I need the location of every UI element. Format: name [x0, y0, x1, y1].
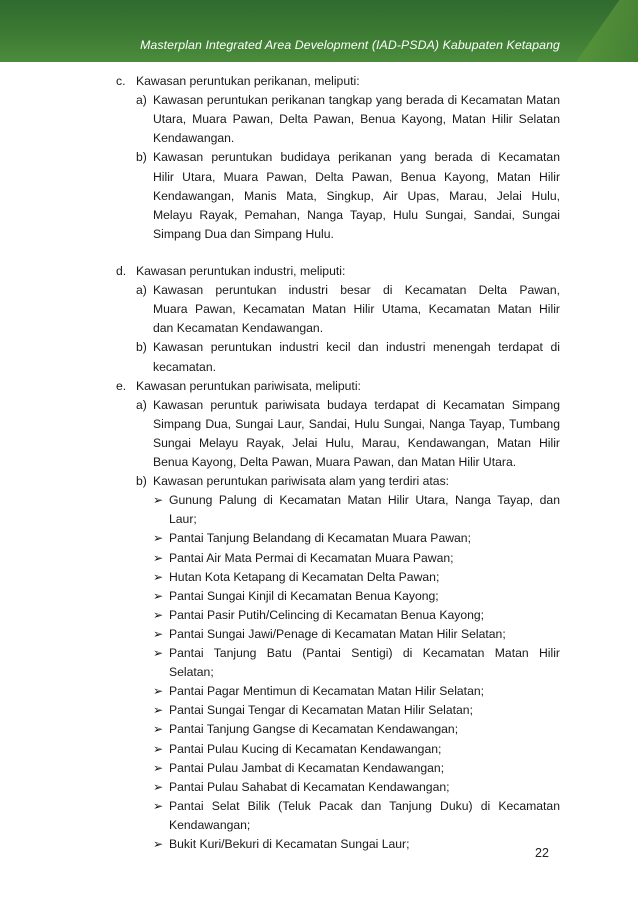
section-marker: d.: [116, 264, 127, 279]
arrow-bullet-icon: ➢: [153, 760, 164, 775]
bullet-text-line: Pantai Tanjung Batu (Pantai Sentigi) di Kecamatan Matan Hilir: [169, 646, 560, 661]
bullet-text-line: Pantai Air Mata Permai di Kecamatan Muara Pawan;: [169, 550, 454, 565]
bullet-text-line: Pantai Pagar Mentimun di Kecamatan Matan Hilir Selatan;: [169, 684, 485, 699]
header-decoration: [576, 0, 638, 62]
section-title: Kawasan peruntukan pariwisata, meliputi:: [136, 378, 361, 393]
arrow-bullet-icon: ➢: [153, 646, 164, 661]
arrow-bullet-icon: ➢: [153, 798, 164, 813]
bullet-text-line: Pantai Tanjung Belandang di Kecamatan Muara Pawan;: [169, 531, 471, 546]
arrow-bullet-icon: ➢: [153, 531, 164, 546]
bullet-text-line: Gunung Palung di Kecamatan Matan Hilir Utara, Nanga Tayap, dan: [169, 493, 560, 508]
page-number: 22: [535, 846, 549, 860]
arrow-bullet-icon: ➢: [153, 722, 164, 737]
item-text-line: dan Kecamatan Kendawangan.: [153, 321, 324, 336]
item-text-line: Simpang Dua, Sungai Laur, Sandai, Hulu Sungai, Nanga Tayap, Tumbang: [153, 416, 560, 431]
bullet-text-line: Pantai Tanjung Gangse di Kecamatan Kendawangan;: [169, 722, 459, 737]
item-text-line: Kawasan peruntukan industri besar di Kecamatan Delta Pawan,: [153, 283, 560, 298]
item-text-line: Benua Kayong, Delta Pawan, Muara Pawan, dan Matan Hilir Utara.: [153, 455, 517, 470]
bullet-text-line: Pantai Sungai Tengar di Kecamatan Matan Hilir Selatan;: [169, 703, 473, 718]
bullet-text-line: Selatan;: [169, 665, 214, 680]
item-text-line: Utara, Muara Pawan, Delta Pawan, Benua Kayong, Matan Hilir Selatan: [153, 112, 560, 127]
item-text-line: Kendawangan.: [153, 131, 235, 146]
item-marker: b): [136, 340, 147, 355]
item-text-line: Kawasan peruntuk pariwisata budaya terdapat di Kecamatan Simpang: [153, 397, 560, 412]
arrow-bullet-icon: ➢: [153, 588, 164, 603]
item-text-line: Muara Pawan, Kecamatan Matan Hilir Utama, Kecamatan Matan Hilir: [153, 302, 560, 317]
item-text-line: Kendawangan, Manis Mata, Singkup, Air Upas, Marau, Jelai Hulu,: [153, 188, 560, 203]
item-marker: a): [136, 93, 147, 108]
item-marker: a): [136, 283, 147, 298]
arrow-bullet-icon: ➢: [153, 703, 164, 718]
section-title: Kawasan peruntukan industri, meliputi:: [136, 264, 346, 279]
header-bar: [0, 0, 638, 62]
arrow-bullet-icon: ➢: [153, 626, 164, 641]
arrow-bullet-icon: ➢: [153, 741, 164, 756]
bullet-text-line: Bukit Kuri/Bekuri di Kecamatan Sungai Laur;: [169, 837, 410, 852]
section-marker: e.: [116, 378, 127, 393]
section-title: Kawasan peruntukan perikanan, meliputi:: [136, 74, 360, 88]
bullet-text-line: Pantai Pasir Putih/Celincing di Kecamatan Benua Kayong;: [169, 607, 485, 622]
item-text-line: Simpang Dua dan Simpang Hulu.: [153, 226, 334, 241]
item-marker: a): [136, 397, 147, 412]
item-text-line: kecamatan.: [153, 359, 217, 374]
arrow-bullet-icon: ➢: [153, 684, 164, 699]
section-marker: c.: [116, 74, 126, 88]
bullet-text-line: Pantai Selat Bilik (Teluk Pacak dan Tanjung Duku) di Kecamatan: [169, 798, 560, 813]
arrow-bullet-icon: ➢: [153, 550, 164, 565]
bullet-text-line: Kendawangan;: [169, 817, 251, 832]
bullet-text-line: Pantai Sungai Jawi/Penage di Kecamatan Matan Hilir Selatan;: [169, 626, 506, 641]
arrow-bullet-icon: ➢: [153, 607, 164, 622]
bullet-text-line: Pantai Pulau Jambat di Kecamatan Kendawangan;: [169, 760, 445, 775]
item-text-line: Kawasan peruntukan pariwisata alam yang terdiri atas:: [153, 474, 450, 489]
item-text-line: Kawasan peruntukan perikanan tangkap yang berada di Kecamatan Matan: [153, 93, 560, 108]
item-text-line: Kawasan peruntukan industri kecil dan industri menengah terdapat di: [153, 340, 560, 355]
arrow-bullet-icon: ➢: [153, 837, 164, 852]
bullet-text-line: Laur;: [169, 512, 197, 527]
item-text-line: Hilir Utara, Muara Pawan, Delta Pawan, Benua Kayong, Matan Hilir: [153, 169, 560, 184]
arrow-bullet-icon: ➢: [153, 779, 164, 794]
bullet-text-line: Hutan Kota Ketapang di Kecamatan Delta Pawan;: [169, 569, 440, 584]
item-marker: b): [136, 474, 147, 489]
item-text-line: Melayu Rayak, Pemahan, Nanga Tayap, Hulu Sungai, Sandai, Sungai: [153, 207, 560, 222]
item-text-line: Kawasan peruntukan budidaya perikanan yang berada di Kecamatan: [153, 150, 560, 165]
bullet-text-line: Pantai Pulau Kucing di Kecamatan Kendawangan;: [169, 741, 442, 756]
arrow-bullet-icon: ➢: [153, 493, 164, 508]
document-body: [0, 62, 638, 852]
item-text-line: Sungai Melayu Rayak, Jelai Hulu, Marau, Kendawangan, Matan Hilir: [153, 435, 560, 450]
header-title: Masterplan Integrated Area Development (IAD-PSDA) Kabupaten Ketapang: [140, 38, 560, 52]
item-marker: b): [136, 150, 147, 165]
bullet-text-line: Pantai Sungai Kinjil di Kecamatan Benua Kayong;: [169, 588, 439, 603]
bullet-text-line: Pantai Pulau Sahabat di Kecamatan Kendawangan;: [169, 779, 450, 794]
arrow-bullet-icon: ➢: [153, 569, 164, 584]
